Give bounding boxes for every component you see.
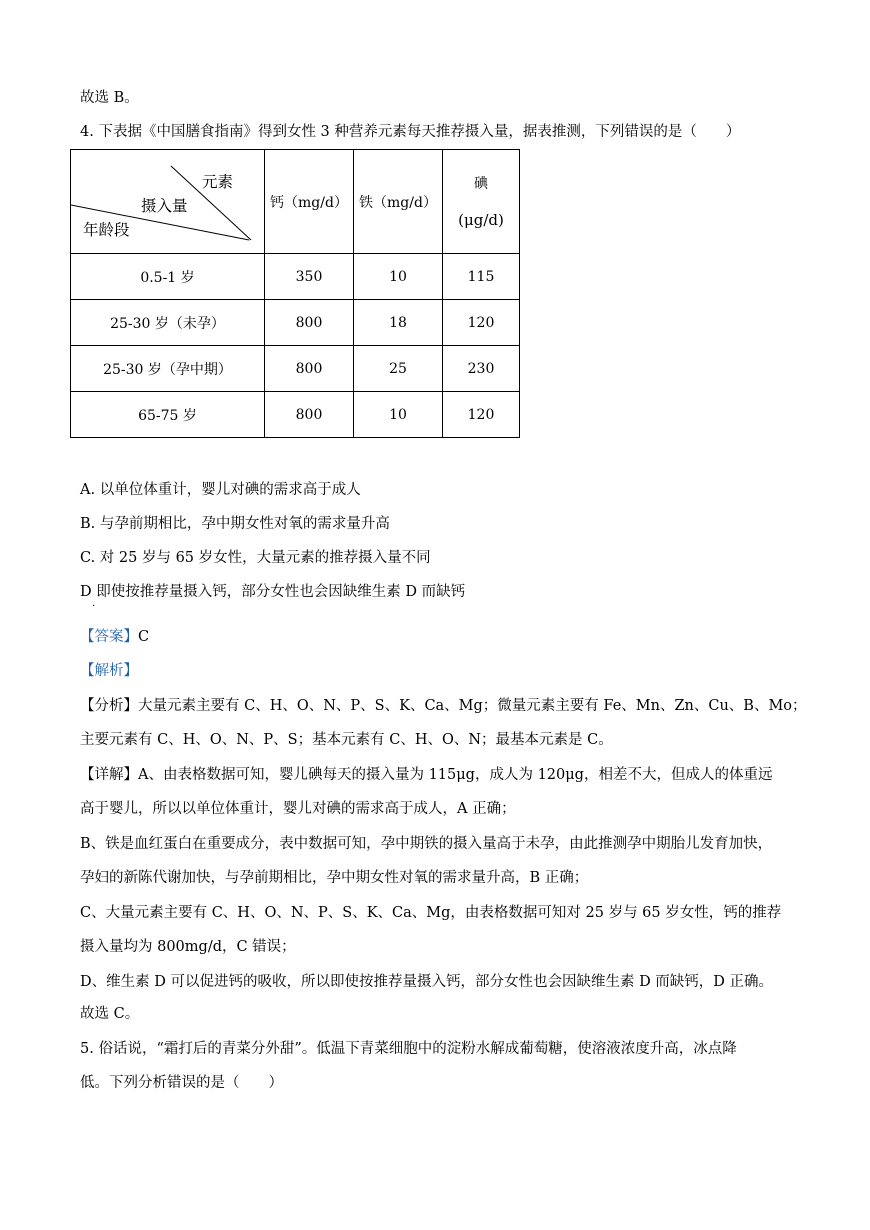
fenxi-line-2: 主要元素有 C、H、O、N、P、S；基本元素有 C、H、O、N；最基本元素是 C。 <box>80 732 613 748</box>
option-c: C. 对 25 岁与 65 岁女性，大量元素的推荐摄入量不同 <box>80 550 431 566</box>
explain-c-line-1: C、大量元素主要有 C、H、O、N、P、S、K、Ca、Mg，由表格数据可知对 25 岁与 65 岁女性，钙的推荐 <box>80 905 782 921</box>
table-row <box>71 346 520 392</box>
calcium-cell: 800 <box>265 346 354 392</box>
calcium-cell: 800 <box>265 300 354 346</box>
iron-cell: 18 <box>354 300 443 346</box>
iodine-cell: 120 <box>443 392 520 438</box>
header-iron: 铁（mg/d） <box>354 150 443 254</box>
table-row <box>71 300 520 346</box>
explain-c-line-2: 摄入量均为 800mg/d，C 错误； <box>80 939 296 955</box>
corner-label-element: 元素 <box>202 173 234 191</box>
iron-cell: 10 <box>354 254 443 300</box>
xiangjie-line-1: 【详解】A、由表格数据可知，婴儿碘每天的摄入量为 115μg，成人为 120μg，相差不大，但成人的体重远 <box>80 767 773 783</box>
corner-label-intake: 摄入量 <box>141 197 188 215</box>
explain-b-line-2: 孕妇的新陈代谢加快，与孕前期相比，孕中期女性对氧的需求量升高，B 正确； <box>80 870 589 886</box>
option-d-dot: · <box>92 601 96 612</box>
header-calcium: 钙（mg/d） <box>265 150 354 254</box>
age-cell: 25-30 岁（未孕） <box>71 300 265 346</box>
iodine-cell: 120 <box>443 300 520 346</box>
iodine-cell: 230 <box>443 346 520 392</box>
answer-line <box>80 627 149 647</box>
age-cell: 65-75 岁 <box>71 392 265 438</box>
age-cell: 0.5-1 岁 <box>71 254 265 300</box>
iron-cell: 25 <box>354 346 443 392</box>
header-iodine-name: 碘 <box>474 175 488 192</box>
calcium-cell: 350 <box>265 254 354 300</box>
analysis-label: 【解析】 <box>80 663 138 679</box>
diagonal-header-cell <box>71 150 265 254</box>
header-iodine-unit: (μg/d) <box>458 210 504 229</box>
prev-answer-conclusion: 故选 B。 <box>80 90 139 106</box>
nutrient-table <box>70 149 520 438</box>
option-b: B. 与孕前期相比，孕中期女性对氧的需求量升高 <box>80 516 390 532</box>
explain-b-line-1: B、铁是血红蛋白在重要成分，表中数据可知，孕中期铁的摄入量高于未孕，由此推测孕中期胎儿发育加快， <box>80 836 773 852</box>
table-row <box>71 254 520 300</box>
question-4-stem: 4. 下表据《中国膳食指南》得到女性 3 种营养元素每天推荐摄入量，据表推测，下列错误的是（ ） <box>80 124 741 140</box>
answer-value: C <box>138 629 150 645</box>
calcium-cell: 800 <box>265 392 354 438</box>
explain-d-line-1: D、维生素 D 可以促进钙的吸收，所以即使按推荐量摄入钙，部分女性也会因缺维生素 D 而缺钙，D 正确。 <box>80 974 774 990</box>
question-5-line-2: 低。下列分析错误的是（ ） <box>80 1075 283 1091</box>
iodine-cell: 115 <box>443 254 520 300</box>
fenxi-line-1: 【分析】大量元素主要有 C、H、O、N、P、S、K、Ca、Mg；微量元素主要有 Fe、Mn、Zn、Cu、B、Mo； <box>80 698 807 714</box>
option-d: D 即使按推荐量摄入钙，部分女性也会因缺维生素 D 而缺钙 <box>80 584 466 600</box>
table-row <box>71 392 520 438</box>
table-header-row <box>71 150 520 254</box>
iron-cell: 10 <box>354 392 443 438</box>
explain-d-line-2: 故选 C。 <box>80 1006 140 1022</box>
corner-label-age: 年龄段 <box>83 221 130 239</box>
answer-label: 【答案】 <box>80 629 138 645</box>
option-a: A. 以单位体重计，婴儿对碘的需求高于成人 <box>80 482 361 498</box>
question-5-line-1: 5. 俗话说，“霜打后的青菜分外甜”。低温下青菜细胞中的淀粉水解成葡萄糖，使溶液浓度升高，冰点降 <box>80 1041 737 1057</box>
age-cell: 25-30 岁（孕中期） <box>71 346 265 392</box>
xiangjie-line-2: 高于婴儿，所以以单位体重计，婴儿对碘的需求高于成人，A 正确； <box>80 801 516 817</box>
header-iodine <box>443 150 520 254</box>
